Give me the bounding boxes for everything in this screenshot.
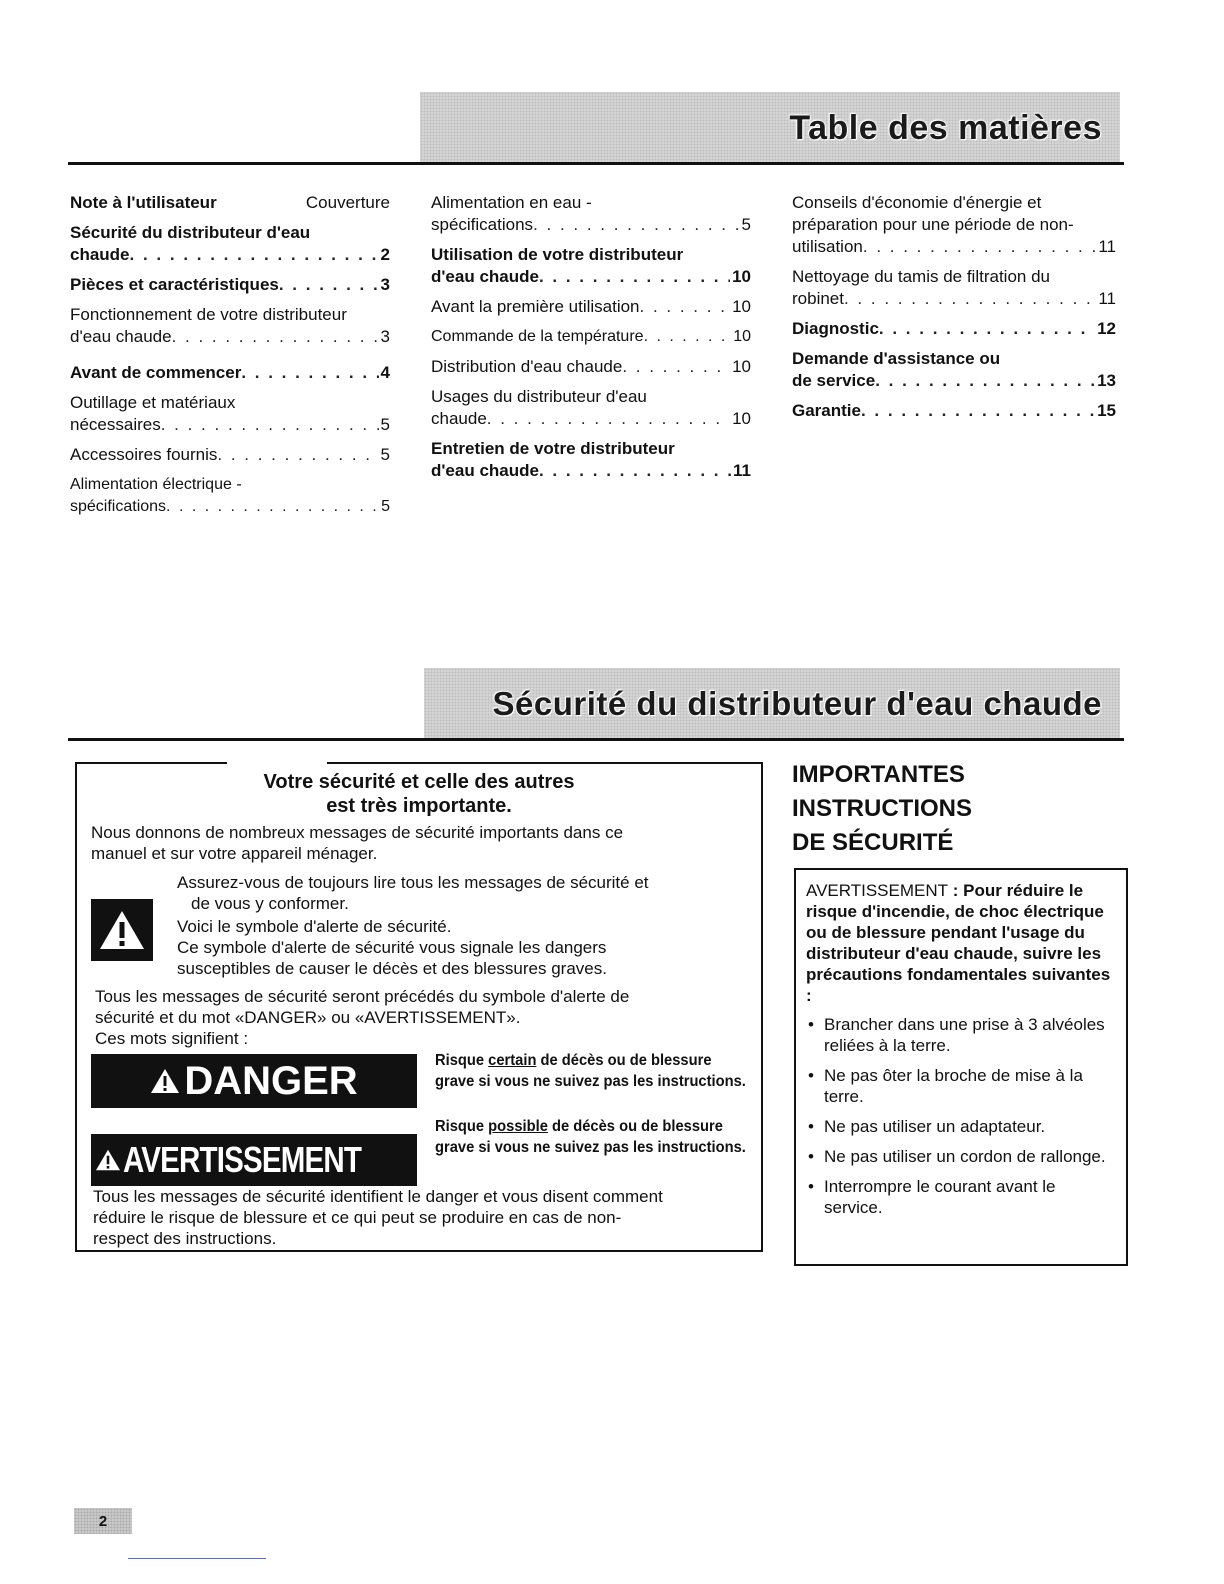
toc-entry[interactable]: Diagnostic . . . 12 [792, 318, 1116, 340]
toc-entry[interactable]: Accessoires fournis . . . 5 [70, 444, 390, 466]
toc-entry[interactable]: Fonctionnement de votre distributeur d'eau chaude . . . 3 [70, 304, 390, 348]
toc-entry[interactable]: Alimentation en eau - spécifications . . . 5 [431, 192, 751, 236]
toc-entry[interactable]: Garantie . . . 15 [792, 400, 1116, 422]
page-number: 2 [74, 1508, 132, 1534]
toc-entry[interactable]: Alimentation électrique - spécifications . . . 5 [70, 474, 390, 518]
toc-entry[interactable]: Note à l'utilisateur Couverture [70, 193, 390, 212]
toc-column-3 [792, 192, 1116, 430]
warning-description: Risque possible de décès ou de blessure grave si vous ne suivez pas les instructions. [435, 1118, 746, 1156]
warning-heading: AVERTISSEMENT : Pour réduire le risque d'incendie, de choc électrique ou de blessure pendant l'usage du distributeur d'eau chaude, suivre les précautions fondamentales suivantes : [806, 881, 1111, 1005]
safety-alert-text: Assurez-vous de toujours lire tous les messages de sécurité et de vous y conformer. Voici le symbole d'alerte de sécurité. Ce symbole d'alerte de sécurité vous signale les dangers susceptibles de causer le décès et des blessures graves. [177, 873, 649, 978]
list-item: • Interrompre le courant avant le service. [806, 1176, 1116, 1218]
list-item: • Ne pas utiliser un adaptateur. [806, 1116, 1116, 1137]
safety-banner [424, 668, 1120, 740]
toc-entry[interactable]: Sécurité du distributeur d'eau chaude . . . 2 [70, 222, 390, 266]
toc-entry[interactable]: Avant la première utilisation . . . 10 [431, 296, 751, 318]
toc-entry[interactable]: Entretien de votre distributeur d'eau chaude . . . 11 [431, 438, 751, 482]
toc-column-1 [70, 192, 390, 526]
toc-column-2 [431, 192, 751, 490]
safety-intro: Nous donnons de nombreux messages de sécurité importants dans ce manuel et sur votre appareil ménager. [91, 823, 624, 863]
list-item: • Ne pas utiliser un cordon de rallonge. [806, 1146, 1116, 1167]
toc-entry[interactable]: Outillage et matériaux nécessaires . . . 5 [70, 392, 390, 436]
toc-banner [420, 92, 1120, 164]
list-item: • Ne pas ôter la broche de mise à la terre. [806, 1065, 1116, 1107]
warning-list [806, 1014, 1116, 1218]
danger-description: Risque certain de décès ou de blessure grave si vous ne suivez pas les instructions. [435, 1052, 746, 1090]
warning-triangle-icon [150, 1067, 180, 1095]
warning-triangle-icon [95, 1148, 121, 1172]
toc-entry[interactable]: Usages du distributeur d'eau chaude . . . 10 [431, 386, 751, 430]
toc-entry[interactable]: Utilisation de votre distributeur d'eau chaude . . . 10 [431, 244, 751, 288]
safety-outro: Tous les messages de sécurité identifient le danger et vous disent comment réduire le risque de blessure et ce qui peut se produire en cas de non- respect des instructions. [93, 1187, 663, 1248]
toc-entry[interactable]: Distribution d'eau chaude . . . 10 [431, 356, 751, 378]
toc-rule [68, 162, 1124, 165]
list-item: • Brancher dans une prise à 3 alvéoles reliées à la terre. [806, 1014, 1116, 1056]
safety-rule [68, 738, 1124, 741]
safety-message-box [75, 762, 763, 1252]
safety-all-messages: Tous les messages de sécurité seront précédés du symbole d'alerte de sécurité et du mot «DANGER» ou «AVERTISSEMENT». Ces mots signifient : [95, 987, 630, 1048]
danger-label: DANGER [91, 1054, 417, 1108]
toc-entry[interactable]: Demande d'assistance ou de service . . . 13 [792, 348, 1116, 392]
footer-link-line [128, 1558, 266, 1559]
toc-entry[interactable]: Nettoyage du tamis de filtration du robinet . . . 11 [792, 266, 1116, 310]
safety-title: Sécurité du distributeur d'eau chaude [492, 685, 1102, 722]
important-instructions-title: IMPORTANTES INSTRUCTIONS DE SÉCURITÉ [792, 761, 972, 856]
warning-label: AVERTISSEMENT [91, 1134, 417, 1186]
important-warning-box [794, 868, 1128, 1266]
safety-box-title: Votre sécurité et celle des autres est très importante. [263, 771, 575, 817]
toc-entry[interactable]: Avant de commencer . . . 4 [70, 362, 390, 384]
toc-entry[interactable]: Pièces et caractéristiques . . . 3 [70, 274, 390, 296]
toc-entry[interactable]: Conseils d'économie d'énergie et préparation pour une période de non- utilisation . . . 11 [792, 192, 1116, 258]
toc-title: Table des matières [789, 108, 1102, 147]
safety-alert-icon [91, 899, 153, 961]
toc-entry[interactable]: Commande de la température . . . 10 [431, 326, 751, 348]
